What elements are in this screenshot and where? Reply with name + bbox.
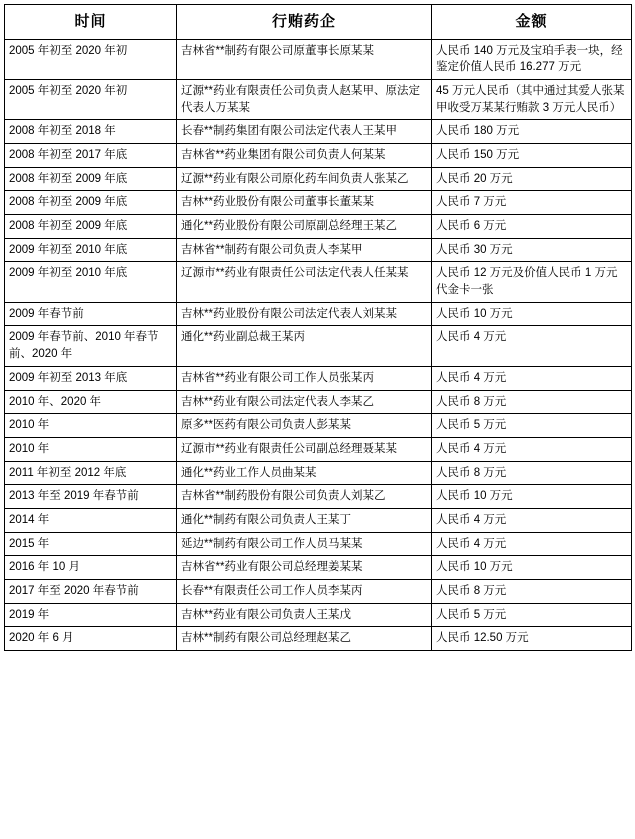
cell-time: 2008 年初至 2018 年 bbox=[5, 120, 177, 144]
table-row bbox=[5, 508, 632, 532]
table-row bbox=[5, 215, 632, 239]
table-header bbox=[5, 5, 632, 40]
table-row bbox=[5, 238, 632, 262]
cell-time: 2017 年至 2020 年春节前 bbox=[5, 579, 177, 603]
table-row bbox=[5, 326, 632, 366]
table-row bbox=[5, 579, 632, 603]
cell-time: 2010 年 bbox=[5, 437, 177, 461]
cell-firm: 通化**药业副总裁王某丙 bbox=[177, 326, 432, 366]
cell-firm: 吉林省**药业有限公司工作人员张某丙 bbox=[177, 366, 432, 390]
cell-amount: 人民币 4 万元 bbox=[432, 508, 632, 532]
table-row bbox=[5, 603, 632, 627]
cell-amount: 人民币 8 万元 bbox=[432, 579, 632, 603]
cell-firm: 吉林省**制药股份有限公司负责人刘某乙 bbox=[177, 485, 432, 509]
cell-firm: 通化**药业工作人员曲某某 bbox=[177, 461, 432, 485]
cell-time: 2019 年 bbox=[5, 603, 177, 627]
cell-time: 2009 年春节前、2010 年春节前、2020 年 bbox=[5, 326, 177, 366]
cell-time: 2008 年初至 2009 年底 bbox=[5, 191, 177, 215]
cell-firm: 长春**制药集团有限公司法定代表人王某甲 bbox=[177, 120, 432, 144]
cell-amount: 人民币 5 万元 bbox=[432, 414, 632, 438]
cell-firm: 辽源市**药业有限责任公司副总经理聂某某 bbox=[177, 437, 432, 461]
table-row bbox=[5, 556, 632, 580]
cell-amount: 人民币 8 万元 bbox=[432, 390, 632, 414]
table-row bbox=[5, 39, 632, 79]
cell-time: 2009 年初至 2010 年底 bbox=[5, 238, 177, 262]
cell-firm: 吉林**药业股份有限公司董事长董某某 bbox=[177, 191, 432, 215]
cell-amount: 人民币 10 万元 bbox=[432, 485, 632, 509]
table-row bbox=[5, 302, 632, 326]
cell-amount: 人民币 6 万元 bbox=[432, 215, 632, 239]
cell-amount: 人民币 4 万元 bbox=[432, 326, 632, 366]
cell-amount: 人民币 10 万元 bbox=[432, 556, 632, 580]
cell-firm: 辽源市**药业有限责任公司法定代表人任某某 bbox=[177, 262, 432, 302]
table-row bbox=[5, 144, 632, 168]
cell-amount: 人民币 4 万元 bbox=[432, 437, 632, 461]
cell-firm: 吉林省**制药有限公司负责人李某甲 bbox=[177, 238, 432, 262]
table-header-row bbox=[5, 5, 632, 40]
table-row bbox=[5, 414, 632, 438]
cell-time: 2005 年初至 2020 年初 bbox=[5, 80, 177, 120]
table-row bbox=[5, 120, 632, 144]
cell-time: 2014 年 bbox=[5, 508, 177, 532]
cell-firm: 原多**医药有限公司负责人彭某某 bbox=[177, 414, 432, 438]
cell-amount: 人民币 140 万元及宝珀手表一块，经鉴定价值人民币 16.277 万元 bbox=[432, 39, 632, 79]
cell-firm: 长春**有限责任公司工作人员李某丙 bbox=[177, 579, 432, 603]
cell-firm: 吉林**药业有限公司法定代表人李某乙 bbox=[177, 390, 432, 414]
cell-time: 2005 年初至 2020 年初 bbox=[5, 39, 177, 79]
cell-time: 2009 年初至 2013 年底 bbox=[5, 366, 177, 390]
cell-amount: 人民币 30 万元 bbox=[432, 238, 632, 262]
cell-time: 2009 年春节前 bbox=[5, 302, 177, 326]
cell-amount: 人民币 150 万元 bbox=[432, 144, 632, 168]
table-body bbox=[5, 39, 632, 650]
cell-time: 2008 年初至 2017 年底 bbox=[5, 144, 177, 168]
cell-time: 2015 年 bbox=[5, 532, 177, 556]
cell-firm: 吉林**药业股份有限公司法定代表人刘某某 bbox=[177, 302, 432, 326]
cell-firm: 通化**制药有限公司负责人王某丁 bbox=[177, 508, 432, 532]
cell-amount: 人民币 180 万元 bbox=[432, 120, 632, 144]
table-row bbox=[5, 167, 632, 191]
cell-time: 2020 年 6 月 bbox=[5, 627, 177, 651]
column-header-amount: 金额 bbox=[432, 5, 632, 40]
cell-firm: 吉林省**药业集团有限公司负责人何某某 bbox=[177, 144, 432, 168]
cell-time: 2011 年初至 2012 年底 bbox=[5, 461, 177, 485]
cell-time: 2009 年初至 2010 年底 bbox=[5, 262, 177, 302]
cell-amount: 人民币 4 万元 bbox=[432, 366, 632, 390]
cell-time: 2016 年 10 月 bbox=[5, 556, 177, 580]
cell-time: 2008 年初至 2009 年底 bbox=[5, 215, 177, 239]
cell-firm: 通化**药业股份有限公司原副总经理王某乙 bbox=[177, 215, 432, 239]
cell-amount: 人民币 4 万元 bbox=[432, 532, 632, 556]
cell-amount: 人民币 20 万元 bbox=[432, 167, 632, 191]
cell-amount: 人民币 10 万元 bbox=[432, 302, 632, 326]
table-row bbox=[5, 532, 632, 556]
cell-firm: 吉林**药业有限公司负责人王某戊 bbox=[177, 603, 432, 627]
table-row bbox=[5, 262, 632, 302]
table-row bbox=[5, 627, 632, 651]
table-row bbox=[5, 485, 632, 509]
table-row bbox=[5, 191, 632, 215]
cell-amount: 45 万元人民币（其中通过其爱人张某甲收受万某某行贿款 3 万元人民币） bbox=[432, 80, 632, 120]
cell-amount: 人民币 8 万元 bbox=[432, 461, 632, 485]
bribery-records-table bbox=[4, 4, 632, 651]
cell-firm: 吉林**制药有限公司总经理赵某乙 bbox=[177, 627, 432, 651]
cell-amount: 人民币 5 万元 bbox=[432, 603, 632, 627]
table-row bbox=[5, 437, 632, 461]
cell-time: 2010 年、2020 年 bbox=[5, 390, 177, 414]
table-row bbox=[5, 366, 632, 390]
cell-time: 2013 年至 2019 年春节前 bbox=[5, 485, 177, 509]
table-row bbox=[5, 390, 632, 414]
table-row bbox=[5, 80, 632, 120]
cell-firm: 延边**制药有限公司工作人员马某某 bbox=[177, 532, 432, 556]
cell-firm: 辽源**药业有限公司原化药车间负责人张某乙 bbox=[177, 167, 432, 191]
cell-amount: 人民币 12.50 万元 bbox=[432, 627, 632, 651]
cell-amount: 人民币 7 万元 bbox=[432, 191, 632, 215]
cell-firm: 吉林省**制药有限公司原董事长原某某 bbox=[177, 39, 432, 79]
column-header-time: 时间 bbox=[5, 5, 177, 40]
table-row bbox=[5, 461, 632, 485]
cell-firm: 吉林省**药业有限公司总经理姜某某 bbox=[177, 556, 432, 580]
cell-time: 2008 年初至 2009 年底 bbox=[5, 167, 177, 191]
cell-time: 2010 年 bbox=[5, 414, 177, 438]
cell-firm: 辽源**药业有限责任公司负责人赵某甲、原法定代表人万某某 bbox=[177, 80, 432, 120]
column-header-firm: 行贿药企 bbox=[177, 5, 432, 40]
cell-amount: 人民币 12 万元及价值人民币 1 万元代金卡一张 bbox=[432, 262, 632, 302]
